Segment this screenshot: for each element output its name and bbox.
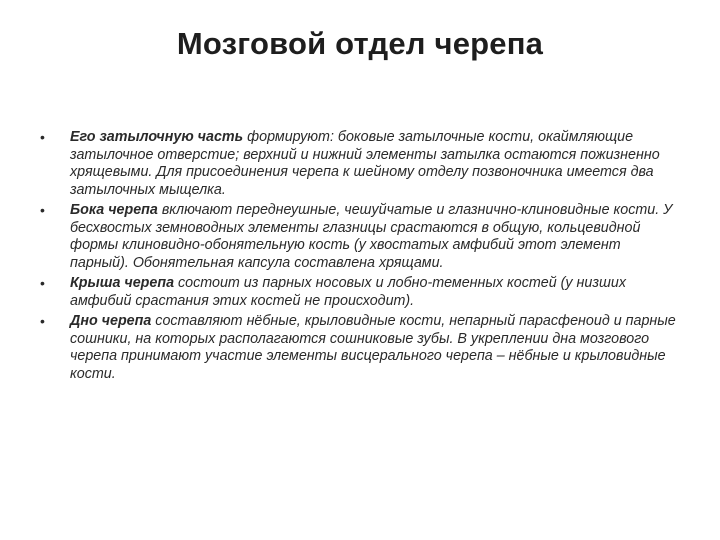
bullet-text: составляют нёбные, крыловидные кости, непарный парасфеноид и парные сошники, на которых располагаются сошниковые зубы. В укреплении дна мозгового черепа принимают участие элементы висцерального черепа – нёбные и крыловидные кости.: [70, 313, 676, 382]
bullet-text: состоит из парных носовых и лобно-теменных костей (у низших амфибий срастания этих костей не происходит).: [70, 275, 626, 309]
bullet-item-sides: [40, 202, 680, 272]
bullet-lead: Его затылочную часть: [70, 129, 244, 145]
bullet-lead: Крыша черепа: [70, 275, 175, 291]
bullet-item-roof: [40, 275, 680, 310]
bullet-text: включают переднеушные, чешуйчатые и глазнично-клиновидные кости. У бесхвостых земноводных элементы глазницы срастаются в общую, кольцевидной формы клиновидно-обонятельную кость (у хвостатых амфибий этот элемент парный). Обонятельная капсула составлена хрящами.: [70, 202, 673, 271]
bullet-text: формируют: боковые затылочные кости, окаймляющие затылочное отверстие; верхний и нижний элементы затылка остаются пожизненно хрящевыми. Для присоединения черепа к шейному отделу позвоночника имеется два затылочных мыщелка.: [70, 129, 660, 198]
bullet-dot: •: [40, 275, 45, 291]
bullet-lead: Дно черепа: [70, 313, 152, 329]
bullet-dot: •: [40, 129, 45, 145]
bullet-item-floor: [40, 313, 680, 383]
bullet-dot: •: [40, 202, 45, 218]
bullet-list: [40, 129, 680, 386]
bullet-lead: Бока черепа: [70, 202, 158, 218]
bullet-dot: •: [40, 313, 45, 329]
bullet-item-occipital: [40, 129, 680, 199]
slide-title: Мозговой отдел черепа: [176, 26, 544, 61]
